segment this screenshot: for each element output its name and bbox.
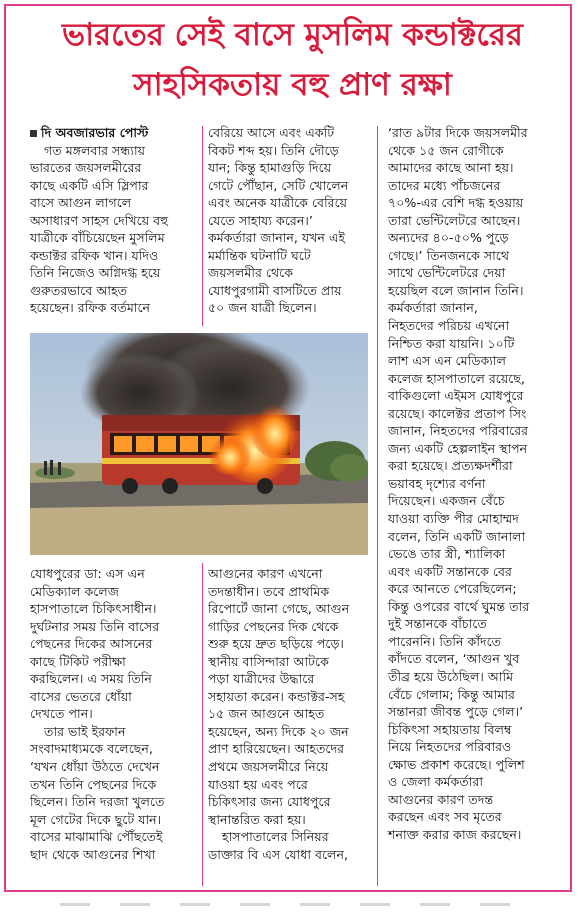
text-line: করা হয়েছে। প্রত্যক্ষদর্শীরা (388, 458, 513, 474)
text-line: আগুনের কারণ এখনো (208, 566, 323, 581)
text-line: তারা ভেন্টিলেটরে আছেন। (388, 212, 521, 228)
text-line: আগুনের কারণ তদন্ত (388, 791, 494, 807)
text-line: দেখতে পান। (30, 706, 93, 722)
text-line: কলেজ হাসপাতালে রয়েছে, (388, 370, 525, 386)
text-line: ও জেলা কর্মকর্তারা (388, 774, 483, 790)
text-line: ক্ষোভ প্রকাশ করেছে। পুলিশ (388, 756, 525, 772)
text-line: হাসপাতালে চিকিৎসাধীন। (30, 601, 157, 617)
text-line: পড়া যাত্রীদের উদ্ধারে (208, 671, 315, 687)
text-line: হয়েছিল বলে জানান তিনি। (388, 282, 524, 298)
text-line: জানান, নিহতদের পরিবারের (388, 423, 529, 439)
headline-line-2: সাহসিকতায় বহু প্রাণ রক্ষা (133, 67, 452, 103)
text-line: যাওয়া হয় এবং পরে (208, 776, 308, 792)
text-line: হাসপাতালের সিনিয়র (222, 829, 329, 845)
text-line: তখন তিনি পেছনের দিকে (30, 776, 157, 792)
text-line: তাদের মধ্যে পাঁচজনের (388, 177, 501, 193)
text-line: সাথে ভেন্টিলেটরে দেয়া (388, 265, 506, 281)
text-line: এবং অনেক যাত্রীকে বেরিয়ে (208, 195, 348, 211)
text-line: গত মঙ্গলবার সন্ধ্যায় (44, 142, 146, 158)
text-line: সংবাদমাধ্যমকে বলেছেন, (30, 741, 153, 757)
page-bottom-strip (60, 903, 520, 906)
burning-bus-photo (30, 333, 368, 555)
text-line: সন্তানরা জীবন্ত পুড়ে গেল।’ (388, 704, 524, 720)
text-line: ছিলেন। তিনি দরজা খুলতে (30, 794, 165, 810)
text-line: ছাদ থেকে আগুনের শিখা (30, 846, 156, 862)
column-divider (377, 126, 378, 886)
text-line: জন্য একটি হেল্পলাইন স্থাপন (388, 440, 528, 456)
text-line: বাসের মাঝামাঝি পৌঁছতেই (30, 829, 163, 845)
byline: দি অবজারভার পোস্ট (30, 124, 200, 142)
text-line: কন্ডাক্টর রফিক খান। যদিও (30, 247, 159, 263)
text-line: যাওয়া ব্যক্তি পীর মোহাম্মদ (388, 511, 519, 527)
text-line: বাকিগুলো এইমস যোধপুরে (388, 388, 524, 404)
text-line: নিয়ে নিহতদের পরিবারও (388, 739, 512, 755)
column-divider (202, 126, 203, 326)
text-line: তিনি নিজেও অগ্নিদগ্ধ হয়ে (30, 265, 161, 281)
byline-bullet-icon (30, 130, 37, 137)
text-line: আমাদের কাছে আনা হয়। (388, 160, 514, 176)
text-line: করছিলেন। এ সময় তিনি (30, 671, 152, 687)
text-line: তার ভাই ইরফান (44, 723, 126, 739)
text-line: লাশ এস এন মেডিক্যাল (388, 353, 506, 369)
text-line: প্রথমে জয়সলমীরে নিয়ে (208, 759, 329, 775)
text-line: শুরু হয়ে দ্রুত ছড়িয়ে পড়ে। (208, 636, 344, 652)
headline-line-1: ভারতের সেই বাসে মুসলিম কন্ডাক্টরের (61, 17, 523, 53)
text-line: ভারতের জয়সলমীরের (30, 160, 142, 176)
text-line: ৫০ জন যাত্রী ছিলেন। (208, 300, 317, 316)
headline (0, 10, 585, 110)
text-line: বাসে আগুন লাগলে (30, 195, 132, 211)
text-line: কাঁদতে বলেন, ‘আগুন খুব (388, 651, 520, 667)
text-line: যান; কিন্তু হামাগুড়ি দিয়ে (208, 160, 332, 176)
text-line: চিকিৎসা সহায়তায় বিলম্ব (388, 721, 512, 737)
text-line: রিপোর্টে জানা গেছে, আগুন (208, 601, 350, 617)
text-line: যেতে সাহায্য করেন।’ (208, 212, 313, 228)
text-line: বেঁচে গেলাম; কিন্তু আমার (388, 686, 515, 702)
text-line: বাসের ভেতরে ধোঁয়া (30, 688, 132, 704)
column-1-bottom (30, 565, 200, 863)
text-line: ভেঙে তার স্ত্রী, শ্যালিকা (388, 546, 506, 562)
text-line: যোধপুরগামী বাসটিতে প্রায় (208, 282, 342, 298)
text-line: কাছে একটি এসি স্লিপার (30, 177, 149, 193)
text-line: যোধপুরের ডা: এস এন (30, 566, 145, 581)
text-line: যাত্রীকে বাঁচিয়েছেন মুসলিম (30, 230, 165, 246)
text-line: ৭০%-এর বেশি দগ্ধ হওয়ায় (388, 195, 524, 211)
text-line: প্রাণ হারিয়েছেন। আহতদের (208, 741, 345, 757)
text-line: নিহতদের পরিচয় এখনো (388, 318, 510, 334)
column-3 (388, 124, 560, 843)
text-line: গেটে পৌঁছান, সেটি খোলেন (208, 177, 349, 193)
text-line: তদন্তাধীন। তবে প্রাথমিক (208, 583, 330, 599)
text-line: কর্মকর্তারা জানান, যখন এই (208, 230, 346, 246)
text-line: গাড়ির পেছনের দিক থেকে (208, 618, 339, 634)
news-photo (30, 333, 368, 555)
text-line: স্থানীয় বাসিন্দারা আটকে (208, 653, 329, 669)
text-line: মর্মান্তিক ঘটনাটি ঘটে (208, 247, 311, 263)
text-line: মেডিক্যাল কলেজ (30, 583, 119, 599)
text-line: বলেন, তিনি একটি জানালা (388, 528, 526, 544)
column-2-top (208, 124, 368, 317)
text-line: পেছনের দিকের আসনের (30, 636, 153, 652)
text-line: পারেননি। তিনি কাঁদতে (388, 633, 502, 649)
text-line: অন্যদের ৪০-৫০% পুড়ে (388, 230, 509, 246)
text-line: ১৫ জন আগুনে আহত (208, 706, 325, 722)
column-divider (202, 563, 203, 886)
text-line: মূল গেটের দিকে ছুটে যান। (30, 811, 162, 827)
text-line: গেছে।’ তিনজনকে সাথে (388, 247, 509, 263)
text-line: সহায়তা করেন। কন্ডাক্টর-সহ (208, 688, 345, 704)
text-line: কাছে টিকিট পরীক্ষা (30, 653, 126, 669)
text-line: নিশ্চিত করা যায়নি। ১০টি (388, 335, 515, 351)
column-2-bottom (208, 565, 368, 863)
text-line: এবং একটি সন্তানকে বের (388, 563, 512, 579)
text-line: ভয়াবহ দৃশ্যের বর্ণনা (388, 475, 486, 491)
text-line: দিয়েছেন। একজন বেঁচে (388, 493, 505, 509)
text-line: হয়েছেন। রফিক বর্তমানে (30, 300, 151, 316)
text-line: থেকে ১৫ জন রোগীকে (388, 142, 504, 158)
text-line: দুর্ঘটনার সময় তিনি বাসের (30, 618, 160, 634)
text-line: জয়সলমীর থেকে (208, 265, 294, 281)
text-line: রয়েছে। কালেক্টর প্রতাপ সিং (388, 405, 527, 421)
text-line: স্থানান্তরিত করা হয়। (208, 811, 306, 827)
text-line: হয়েছেন, অন্য দিকে ২০ জন (208, 723, 349, 739)
text-line: করছেন এবং সব মৃতের (388, 809, 502, 825)
text-line: দুই সন্তানকে বাঁচাতে (388, 616, 487, 632)
text-line: চিকিৎসার জন্য যোধপুরে (208, 794, 331, 810)
text-line: অসাধারণ সাহস দেখিয়ে বহু (30, 212, 169, 228)
column-1-top (30, 124, 200, 317)
text-line: কর্মকর্তারা জানান, (388, 300, 478, 316)
text-line: শনাক্ত করার কাজ করছেন। (388, 826, 522, 842)
text-line: বেরিয়ে আসে এবং একটি (208, 125, 335, 140)
text-line: গুরুতরভাবে আহত (30, 282, 128, 298)
text-line: করে আনতে পেরেছিলেন; (388, 581, 517, 597)
text-line: কিন্তু ওপরের বার্থে ঘুমন্ত তার (388, 598, 530, 614)
text-line: তীব্র হয়ে উঠেছিল। আমি (388, 668, 514, 684)
text-line: বিকট শব্দ হয়। তিনি দৌড়ে (208, 142, 339, 158)
text-line: ‘যখন ধোঁয়া উঠতে দেখেন (30, 759, 160, 775)
text-line: ‘রাত ৯টার দিকে জয়সলমীর (388, 125, 528, 140)
text-line: ডাক্তার বি এস যোধা বলেন, (208, 846, 348, 862)
